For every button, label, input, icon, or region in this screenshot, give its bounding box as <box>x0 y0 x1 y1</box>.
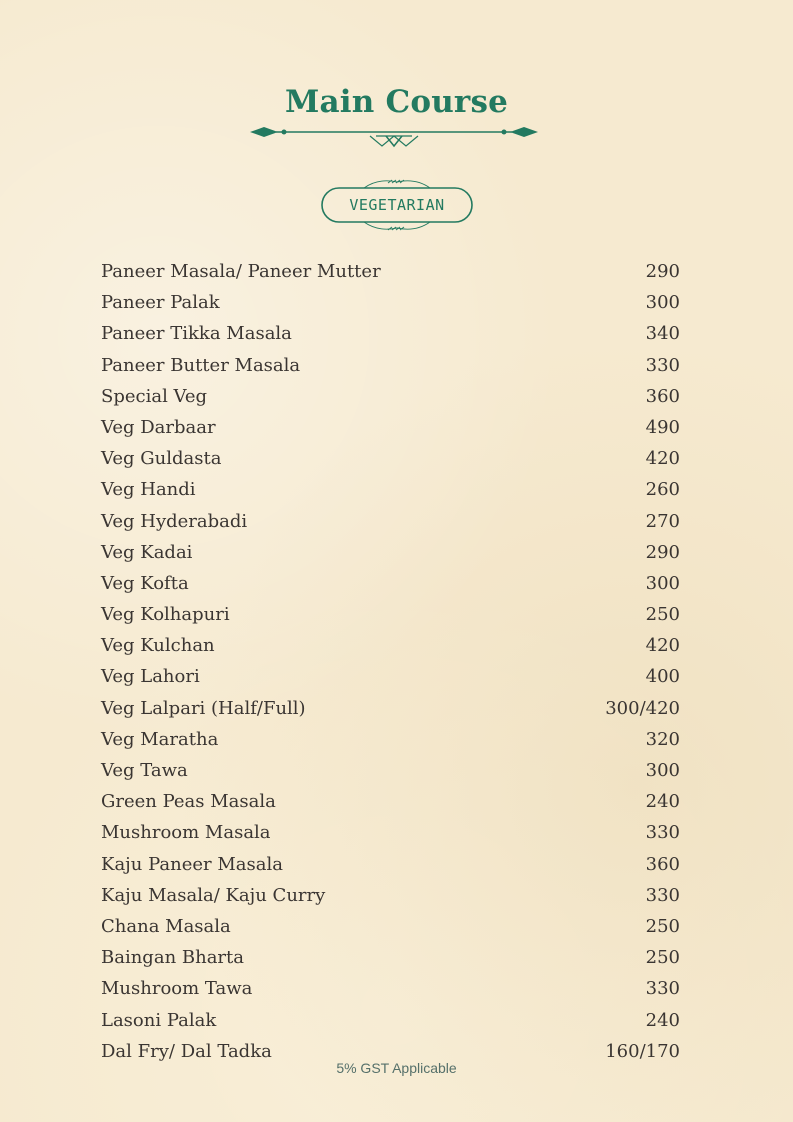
menu-item <box>101 786 680 817</box>
menu-item <box>101 350 680 381</box>
menu-item <box>101 693 680 724</box>
menu-item <box>101 568 680 599</box>
menu-item <box>101 817 680 848</box>
menu-item <box>101 724 680 755</box>
menu-item-price: 330 <box>645 884 680 906</box>
menu-item <box>101 755 680 786</box>
menu-item-price: 250 <box>645 604 680 626</box>
menu-item <box>101 849 680 880</box>
menu-item <box>101 911 680 942</box>
menu-item-name: Veg Lalpari (Half/Full) <box>101 697 306 719</box>
menu-item <box>101 506 680 537</box>
menu-item-name: Paneer Masala/ Paneer Mutter <box>101 261 381 282</box>
menu-item-price: 400 <box>645 666 680 688</box>
menu-item-name: Lasoni Palak <box>101 1009 217 1031</box>
menu-item <box>101 537 680 568</box>
menu-item-name: Paneer Butter Masala <box>101 354 301 376</box>
menu-item <box>101 318 680 349</box>
menu-item-name: Paneer Tikka Masala <box>101 323 292 345</box>
menu-item-price: 300 <box>645 760 680 781</box>
menu-item-price: 270 <box>645 510 680 532</box>
menu-item-name: Veg Tawa <box>101 760 188 781</box>
menu-item-price: 330 <box>645 978 680 1000</box>
menu-item <box>101 599 680 630</box>
menu-item <box>101 880 680 911</box>
menu-item-price: 240 <box>645 791 680 813</box>
menu-item-name: Mushroom Masala <box>101 822 271 844</box>
menu-item-name: Special Veg <box>101 385 208 407</box>
menu-item <box>101 412 680 443</box>
menu-item-price: 250 <box>645 947 680 969</box>
menu-item-price: 300 <box>645 572 680 594</box>
menu-item <box>101 287 680 318</box>
menu-item-price: 420 <box>645 448 680 470</box>
menu-item-name: Veg Kolhapuri <box>101 604 230 626</box>
menu-item <box>101 474 680 505</box>
menu-item-name: Veg Kulchan <box>101 635 215 657</box>
menu-item-price: 420 <box>645 635 680 657</box>
menu-item-name: Veg Maratha <box>101 728 219 750</box>
menu-item-name: Veg Handi <box>101 479 196 501</box>
menu-item-price: 320 <box>645 728 680 750</box>
section-label: VEGETARIAN <box>349 196 445 214</box>
menu-item-price: 330 <box>645 822 680 844</box>
title-divider-ornament <box>246 122 542 152</box>
menu-list <box>101 256 680 1067</box>
menu-item-name: Veg Kadai <box>101 541 193 563</box>
menu-item-price: 490 <box>645 416 680 438</box>
menu-item-price: 240 <box>645 1009 680 1031</box>
menu-item-name: Veg Kofta <box>101 572 189 594</box>
menu-item <box>101 942 680 973</box>
menu-item-name: Baingan Bharta <box>101 947 244 969</box>
menu-item <box>101 973 680 1004</box>
menu-item <box>101 381 680 412</box>
menu-item-price: 260 <box>645 479 680 501</box>
menu-item-name: Green Peas Masala <box>101 791 276 813</box>
menu-item <box>101 661 680 692</box>
menu-item <box>101 443 680 474</box>
menu-item-price: 290 <box>645 541 680 563</box>
menu-item-price: 290 <box>645 261 680 282</box>
menu-item-price: 340 <box>645 323 680 345</box>
page-title: Main Course <box>284 84 509 120</box>
menu-item-price: 250 <box>645 915 680 937</box>
menu-item-price: 160/170 <box>605 1040 680 1062</box>
menu-item-name: Dal Fry/ Dal Tadka <box>101 1040 272 1062</box>
menu-item-price: 360 <box>645 385 680 407</box>
menu-item-name: Kaju Paneer Masala <box>101 853 283 875</box>
menu-item-price: 360 <box>645 853 680 875</box>
menu-item-price: 300/420 <box>605 697 680 719</box>
menu-item-name: Veg Hyderabadi <box>101 510 248 532</box>
menu-item-name: Veg Darbaar <box>101 416 216 438</box>
menu-item-name: Mushroom Tawa <box>101 978 253 1000</box>
menu-item-name: Kaju Masala/ Kaju Curry <box>101 884 326 906</box>
menu-item-name: Veg Lahori <box>101 666 200 688</box>
gst-note: 5% GST Applicable <box>336 1060 457 1076</box>
menu-item-name: Veg Guldasta <box>101 448 222 470</box>
menu-item <box>101 1005 680 1036</box>
menu-item-name: Paneer Palak <box>101 292 220 314</box>
menu-item <box>101 256 680 287</box>
menu-item <box>101 630 680 661</box>
menu-item-name: Chana Masala <box>101 915 231 937</box>
menu-item-price: 300 <box>645 292 680 314</box>
menu-item-price: 330 <box>645 354 680 376</box>
